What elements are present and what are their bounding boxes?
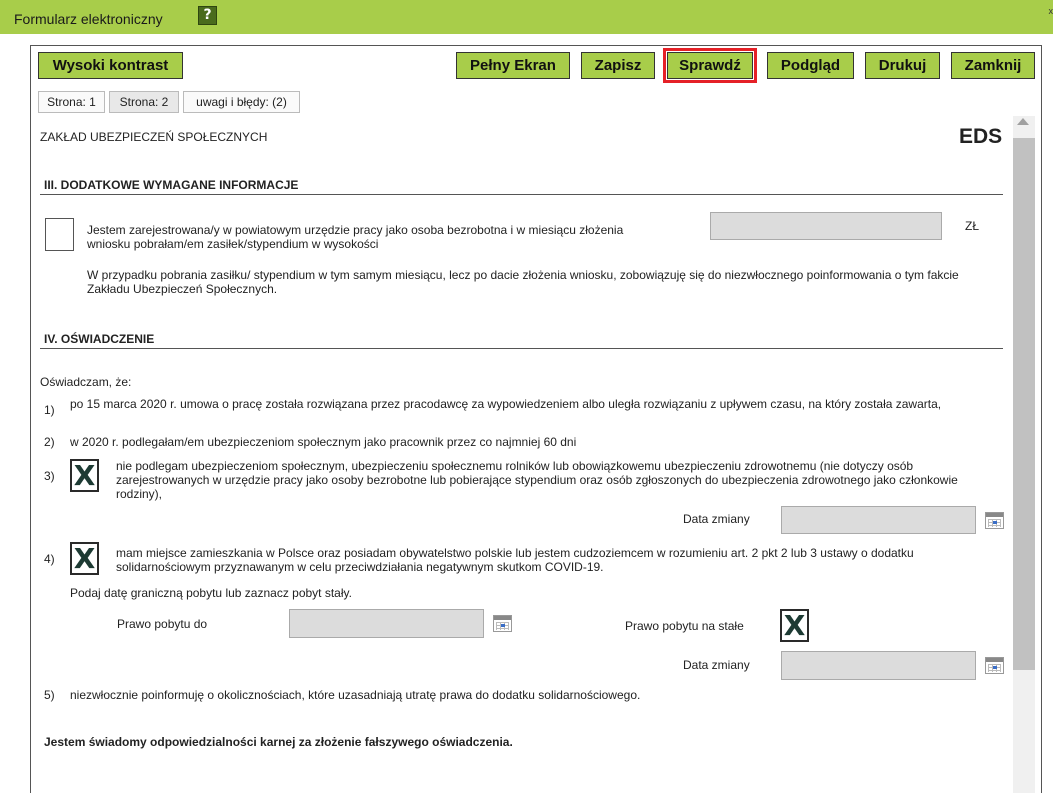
criminal-liability-declaration: Jestem świadomy odpowiedzialności karnej za złożenie fałszywego oświadczenia. [44,735,513,749]
item-5-number: 5) [44,688,55,702]
check-button[interactable]: Sprawdź [667,52,753,79]
section-3-title: III. DODATKOWE WYMAGANE INFORMACJE [44,178,299,192]
section-4-title: IV. OŚWIADCZENIE [44,332,155,346]
benefit-amount-field[interactable] [710,212,942,240]
close-icon[interactable]: x [1048,6,1053,16]
permanent-residence-check-mark: X [783,609,806,642]
residence-change-date-label: Data zmiany [683,658,750,672]
item-3-change-date-label: Data zmiany [683,512,750,526]
unemployed-benefit-checkbox[interactable] [45,218,74,251]
item-3-checkbox[interactable] [70,459,99,492]
item-2-text: w 2020 r. podlegałam/em ubezpieczeniom społecznym jako pracownik przez co najmniej 60 dni [70,435,577,449]
item-4-check-mark: X [73,542,96,575]
print-button[interactable]: Drukuj [865,52,940,79]
permanent-residence-label: Prawo pobytu na stałe [625,619,744,633]
item-1-text: po 15 marca 2020 r. umowa o pracę została rozwiązana przez pracodawcę za wypowiedzeniem albo uległa rozwiązaniu z upływem czasu, na który została zawarta, [70,397,942,411]
item-4-checkbox[interactable] [70,542,99,575]
residence-change-date-field[interactable] [781,651,976,680]
preview-button[interactable]: Podgląd [767,52,854,79]
item-3-change-date-field[interactable] [781,506,976,534]
section-4-divider [40,348,1003,349]
permanent-residence-checkbox[interactable] [780,609,809,642]
form-code: EDS [959,125,1003,148]
residence-until-field[interactable] [289,609,484,638]
save-button[interactable]: Zapisz [581,52,655,79]
scrollbar-thumb[interactable] [1013,138,1035,670]
close-button[interactable]: Zamknij [951,52,1035,79]
fullscreen-button[interactable]: Pełny Ekran [456,52,570,79]
tab-page-1[interactable]: Strona: 1 [38,91,105,113]
item-3-number: 3) [44,469,55,483]
item-4-text: mam miejsce zamieszkania w Polsce oraz posiadam obywatelstwo polskie lub jestem cudzoziemcem w rozumieniu art. 2 pkt 2 lub 3 ustawy o dodatku solidarnościowym przyznawanym w celu przeciwdziałania negatywnym skutkom COVID-19. [116,546,914,574]
item-5-text: niezwłocznie poinformuję o okolicznościach, które uzasadniają utratę prawa do dodatku solidarnościowego. [70,688,641,702]
calendar-icon[interactable] [985,657,1004,674]
scroll-up-icon[interactable] [1017,118,1029,125]
high-contrast-button[interactable]: Wysoki kontrast [38,52,183,79]
unemployed-benefit-text: Jestem zarejestrowana/y w powiatowym urzędzie pracy jako osoba bezrobotna i w miesiącu złożenia wniosku pobrałam/em zasiłek/stypendium w wysokości [87,223,624,251]
window-titlebar [0,0,1053,34]
item-3-check-mark: X [73,459,96,492]
currency-label: ZŁ [965,219,980,233]
calendar-icon[interactable] [493,615,512,632]
item-3-text: nie podlegam ubezpieczeniom społecznym, ubezpieczeniu społecznemu rolników lub obowiązkowemu ubezpieczeniu zdrowotnemu (nie dotyczy osób zarejestrowanych w urzędzie pracy jako osoby bezrobotne lub pobierające stypendium oraz osób zgłoszonych do ubezpieczenia zdrowotnego jako członkowie rodziny), [116,459,958,501]
tab-page-2[interactable]: Strona: 2 [109,91,179,113]
section-3-divider [40,194,1003,195]
residence-until-label: Prawo pobytu do [117,617,208,631]
tab-notes-errors[interactable]: uwagi i błędy: (2) [183,91,300,113]
help-icon[interactable]: ? [198,6,217,25]
institution-name: ZAKŁAD UBEZPIECZEŃ SPOŁECZNYCH [40,130,268,144]
item-2-number: 2) [44,435,55,449]
item-4-number: 4) [44,552,55,566]
residence-prompt: Podaj datę graniczną pobytu lub zaznacz pobyt stały. [70,586,352,600]
form-frame [30,45,1042,793]
declaration-intro: Oświadczam, że: [40,375,132,389]
calendar-icon[interactable] [985,512,1004,529]
benefit-note-text: W przypadku pobrania zasiłku/ stypendium w tym samym miesiącu, lecz po dacie złożenia wniosku, zobowiązuję się do niezwłocznego poinformowania o tym fakcie Zakładu Ubezpieczeń Społecznych. [87,268,959,296]
window-title: Formularz elektroniczny [14,11,163,27]
item-1-number: 1) [44,403,55,417]
